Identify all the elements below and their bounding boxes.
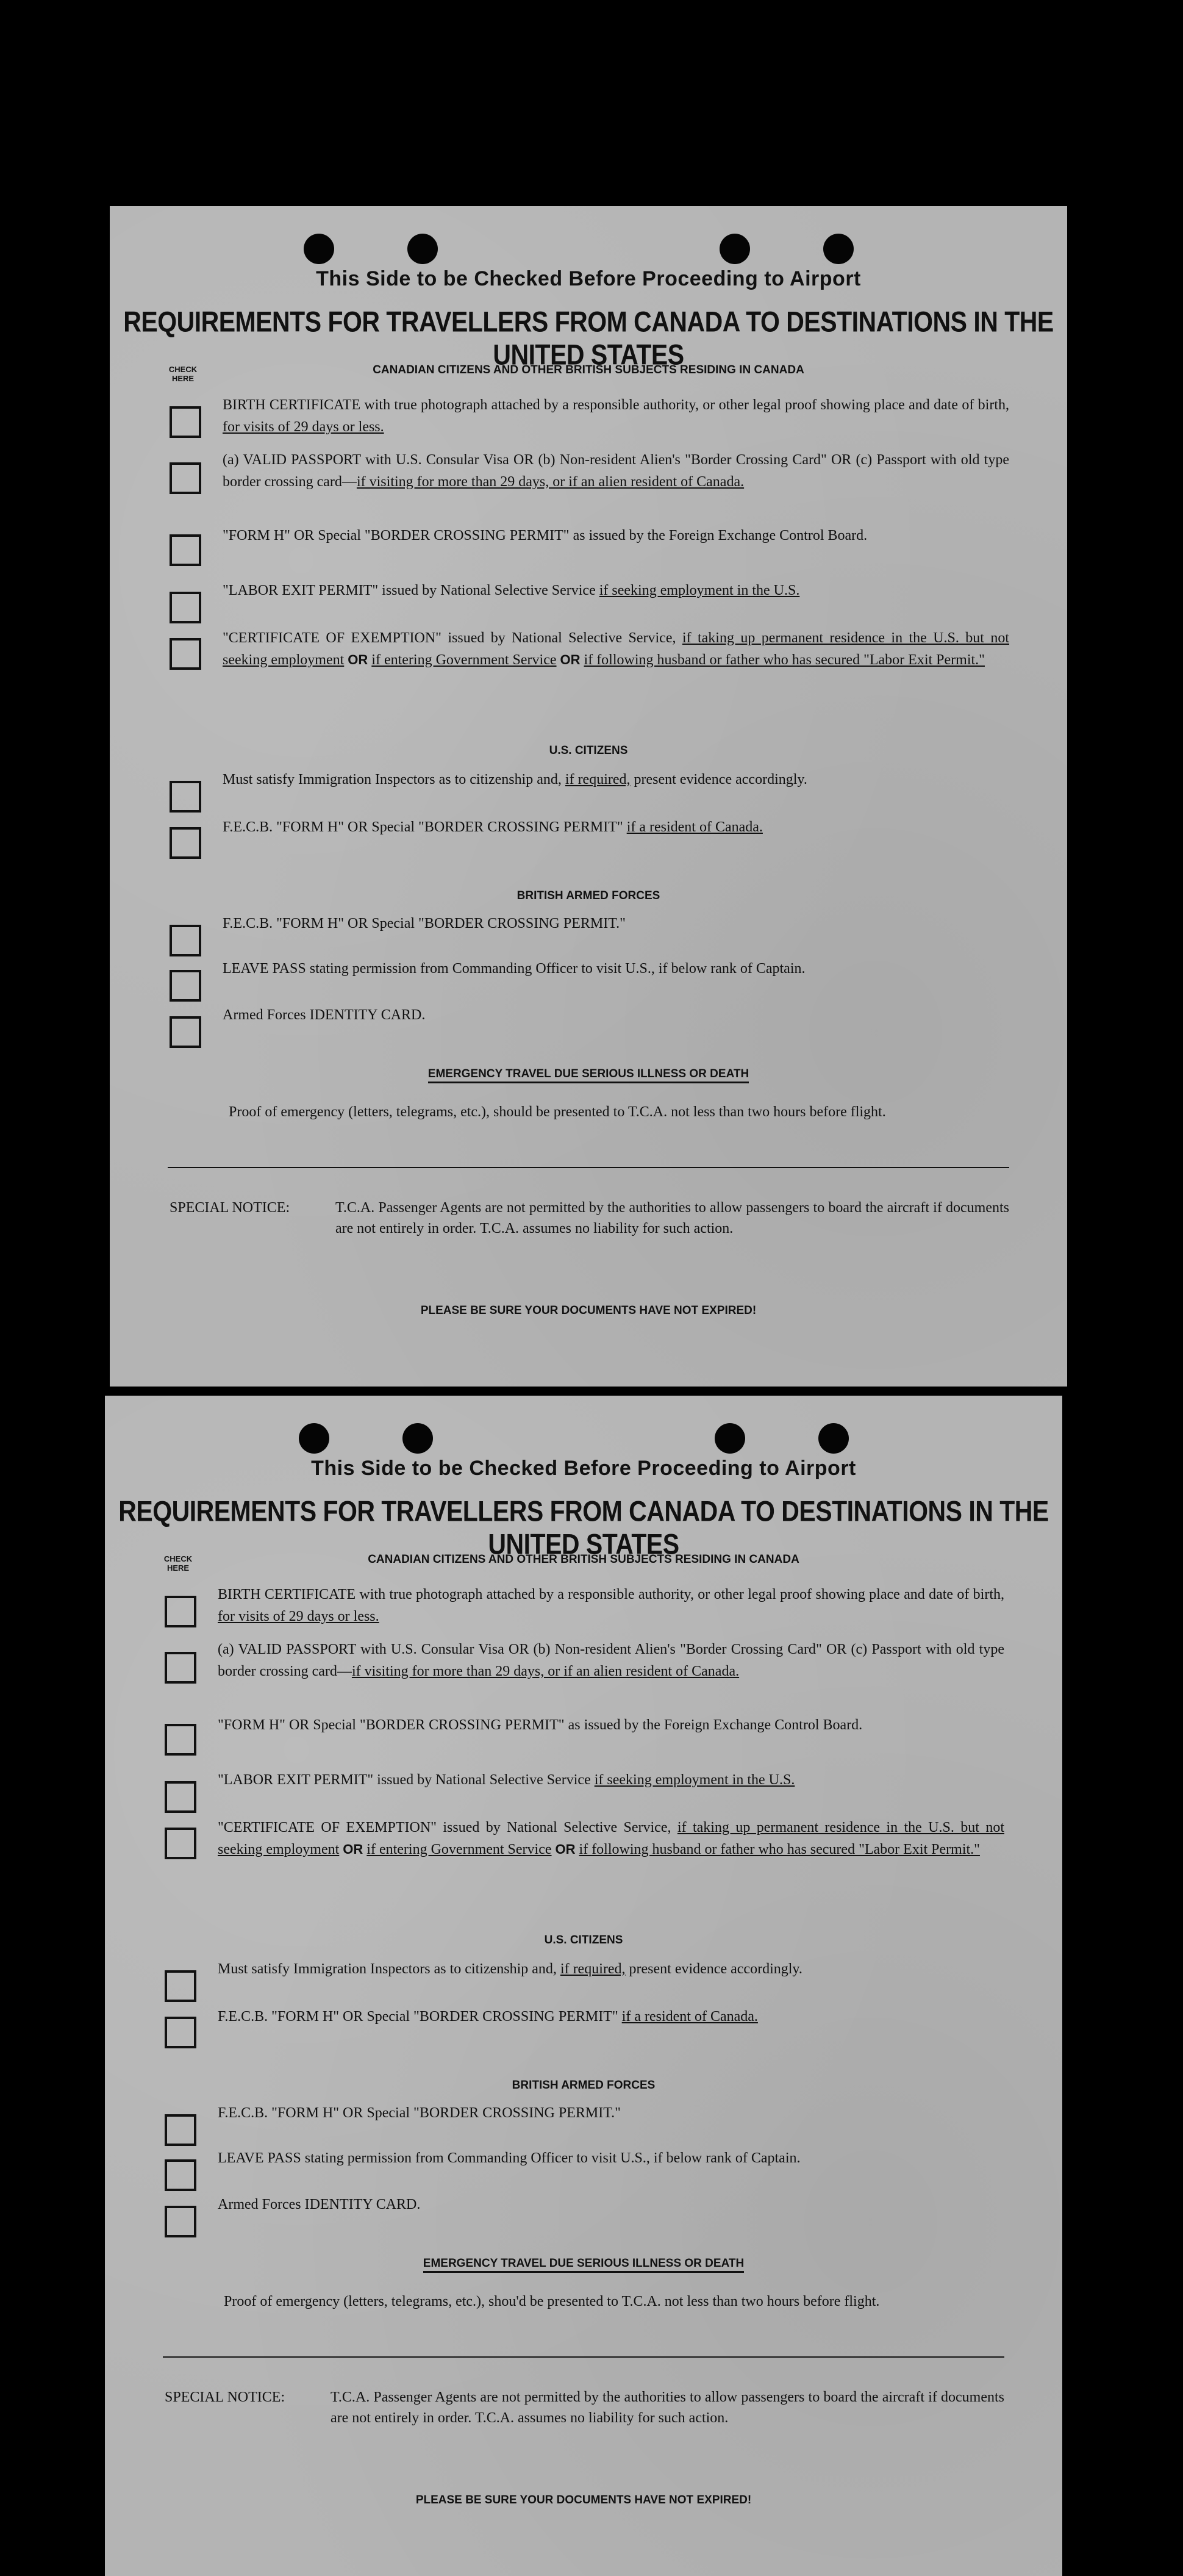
punch-hole [407,234,438,264]
main-title: REQUIREMENTS FOR TRAVELLERS FROM CANADA TO DESTINATIONS IN THE UNITED STATES [123,305,1054,371]
special-notice-text: T.C.A. Passenger Agents are not permitted by the authorities to allow passengers to board the aircraft if documents are not entirely in order. T.C.A. assumes no liability for such action. [335,1200,1009,1236]
checkbox-leave-pass[interactable] [170,970,201,1002]
side-note: This Side to be Checked Before Proceeding to Airport [311,1457,856,1480]
item-armed-form-h: F.E.C.B. "FORM H" OR Special "BORDER CROSSING PERMIT." [223,916,626,931]
item-certificate-exemption: "CERTIFICATE OF EXEMPTION" issued by National Selective Service, if taking up permanent residence in the U.S. but not seeking employment OR if entering Government Service OR if following husband or father who has secured "Labor Exit Permit." [218,1820,1005,1857]
divider [168,1167,1009,1168]
checkbox-form-h[interactable] [165,1724,196,1756]
punch-hole [720,234,750,264]
checkbox-us-citizenship[interactable] [165,1970,196,2002]
checkbox-armed-form-h[interactable] [170,925,201,956]
footer-warning: PLEASE BE SURE YOUR DOCUMENTS HAVE NOT EXPIRED! [420,1304,757,1317]
section-emergency-heading: EMERGENCY TRAVEL DUE SERIOUS ILLNESS OR DEATH [110,1067,1067,1081]
item-identity-card: Armed Forces IDENTITY CARD. [218,2197,421,2212]
checkbox-armed-form-h[interactable] [165,2114,196,2146]
checkbox-us-citizenship[interactable] [170,781,201,813]
item-identity-card: Armed Forces IDENTITY CARD. [223,1007,426,1023]
checkbox-valid-passport[interactable] [165,1652,196,1684]
item-form-h: "FORM H" OR Special "BORDER CROSSING PERMIT" as issued by the Foreign Exchange Control Board. [218,1717,863,1733]
form-sheet-1 [110,206,1067,1387]
check-here-label: CHECK HERE [168,365,198,383]
item-leave-pass: LEAVE PASS stating permission from Commanding Officer to visit U.S., if below rank of Captain. [223,961,806,977]
item-certificate-exemption: "CERTIFICATE OF EXEMPTION" issued by National Selective Service, if taking up permanent residence in the U.S. but not seeking employment OR if entering Government Service OR if following husband or father who has secured "Labor Exit Permit." [223,630,1010,668]
checkbox-certificate-exemption[interactable] [170,638,201,670]
item-us-form-h: F.E.C.B. "FORM H" OR Special "BORDER CROSSING PERMIT" if a resident of Canada. [223,819,763,835]
footer-warning: PLEASE BE SURE YOUR DOCUMENTS HAVE NOT EXPIRED! [415,2494,752,2506]
special-notice-label: SPECIAL NOTICE: [170,1200,290,1216]
item-leave-pass: LEAVE PASS stating permission from Commanding Officer to visit U.S., if below rank of Captain. [218,2150,801,2166]
item-valid-passport: (a) VALID PASSPORT with U.S. Consular Visa OR (b) Non-resident Alien's "Border Crossing Card" OR (c) Passport with old type border crossing card—if visiting for more than 29 days, or if an alien resident of Canada. [223,452,1009,490]
check-here-label: CHECK HERE [163,1554,193,1573]
side-note: This Side to be Checked Before Proceeding to Airport [316,267,861,290]
section-us-heading: U.S. CITIZENS [544,1934,623,1946]
punch-hole [304,234,334,264]
section-emergency-heading: EMERGENCY TRAVEL DUE SERIOUS ILLNESS OR DEATH [105,2257,1062,2270]
item-valid-passport: (a) VALID PASSPORT with U.S. Consular Visa OR (b) Non-resident Alien's "Border Crossing Card" OR (c) Passport with old type border crossing card—if visiting for more than 29 days, or if an alien resident of Canada. [218,1641,1004,1679]
special-notice-text: T.C.A. Passenger Agents are not permitted by the authorities to allow passengers to board the aircraft if documents are not entirely in order. T.C.A. assumes no liability for such action. [331,2389,1004,2426]
checkbox-labor-exit-permit[interactable] [170,592,201,623]
checkbox-identity-card[interactable] [170,1016,201,1048]
section-armed-heading: BRITISH ARMED FORCES [512,2079,656,2092]
emergency-text: Proof of emergency (letters, telegrams, etc.), shou'd be presented to T.C.A. not less than two hours before flight. [224,2294,880,2309]
checkbox-form-h[interactable] [170,534,201,566]
punch-hole [715,1423,745,1454]
checkbox-valid-passport[interactable] [170,462,201,494]
checkbox-identity-card[interactable] [165,2206,196,2237]
form-sheet-2 [105,1396,1062,2576]
item-us-citizenship: Must satisfy Immigration Inspectors as to citizenship and, if required, present evidence accordingly. [218,1961,802,1977]
item-armed-form-h: F.E.C.B. "FORM H" OR Special "BORDER CROSSING PERMIT." [218,2105,621,2121]
section-canadian-heading: CANADIAN CITIZENS AND OTHER BRITISH SUBJECTS RESIDING IN CANADA [373,364,804,376]
checkbox-certificate-exemption[interactable] [165,1828,196,1859]
section-us-heading: U.S. CITIZENS [549,744,628,757]
section-canadian-heading: CANADIAN CITIZENS AND OTHER BRITISH SUBJECTS RESIDING IN CANADA [368,1553,799,1566]
checkbox-birth-certificate[interactable] [165,1596,196,1627]
checkbox-us-form-h[interactable] [170,827,201,859]
divider [163,2356,1004,2358]
item-form-h: "FORM H" OR Special "BORDER CROSSING PERMIT" as issued by the Foreign Exchange Control Board. [223,528,868,544]
item-birth-certificate: BIRTH CERTIFICATE with true photograph attached by a responsible authority, or other legal proof showing place and date of birth, for visits of 29 days or less. [218,1587,1004,1624]
item-us-citizenship: Must satisfy Immigration Inspectors as to citizenship and, if required, present evidence accordingly. [223,772,807,788]
item-labor-exit-permit: "LABOR EXIT PERMIT" issued by National Selective Service if seeking employment in the U.S. [218,1772,795,1788]
item-us-form-h: F.E.C.B. "FORM H" OR Special "BORDER CROSSING PERMIT" if a resident of Canada. [218,2009,758,2025]
punch-hole [818,1423,849,1454]
punch-hole [823,234,854,264]
checkbox-birth-certificate[interactable] [170,406,201,438]
checkbox-leave-pass[interactable] [165,2159,196,2191]
punch-hole [402,1423,433,1454]
item-birth-certificate: BIRTH CERTIFICATE with true photograph attached by a responsible authority, or other legal proof showing place and date of birth, for visits of 29 days or less. [223,397,1009,435]
section-armed-heading: BRITISH ARMED FORCES [516,889,660,902]
item-labor-exit-permit: "LABOR EXIT PERMIT" issued by National Selective Service if seeking employment in the U.S. [223,583,800,598]
main-title: REQUIREMENTS FOR TRAVELLERS FROM CANADA TO DESTINATIONS IN THE UNITED STATES [118,1494,1049,1560]
punch-hole [299,1423,329,1454]
checkbox-labor-exit-permit[interactable] [165,1781,196,1813]
special-notice-label: SPECIAL NOTICE: [165,2389,285,2405]
emergency-text: Proof of emergency (letters, telegrams, etc.), should be presented to T.C.A. not less than two hours before flight. [229,1104,886,1120]
checkbox-us-form-h[interactable] [165,2017,196,2048]
